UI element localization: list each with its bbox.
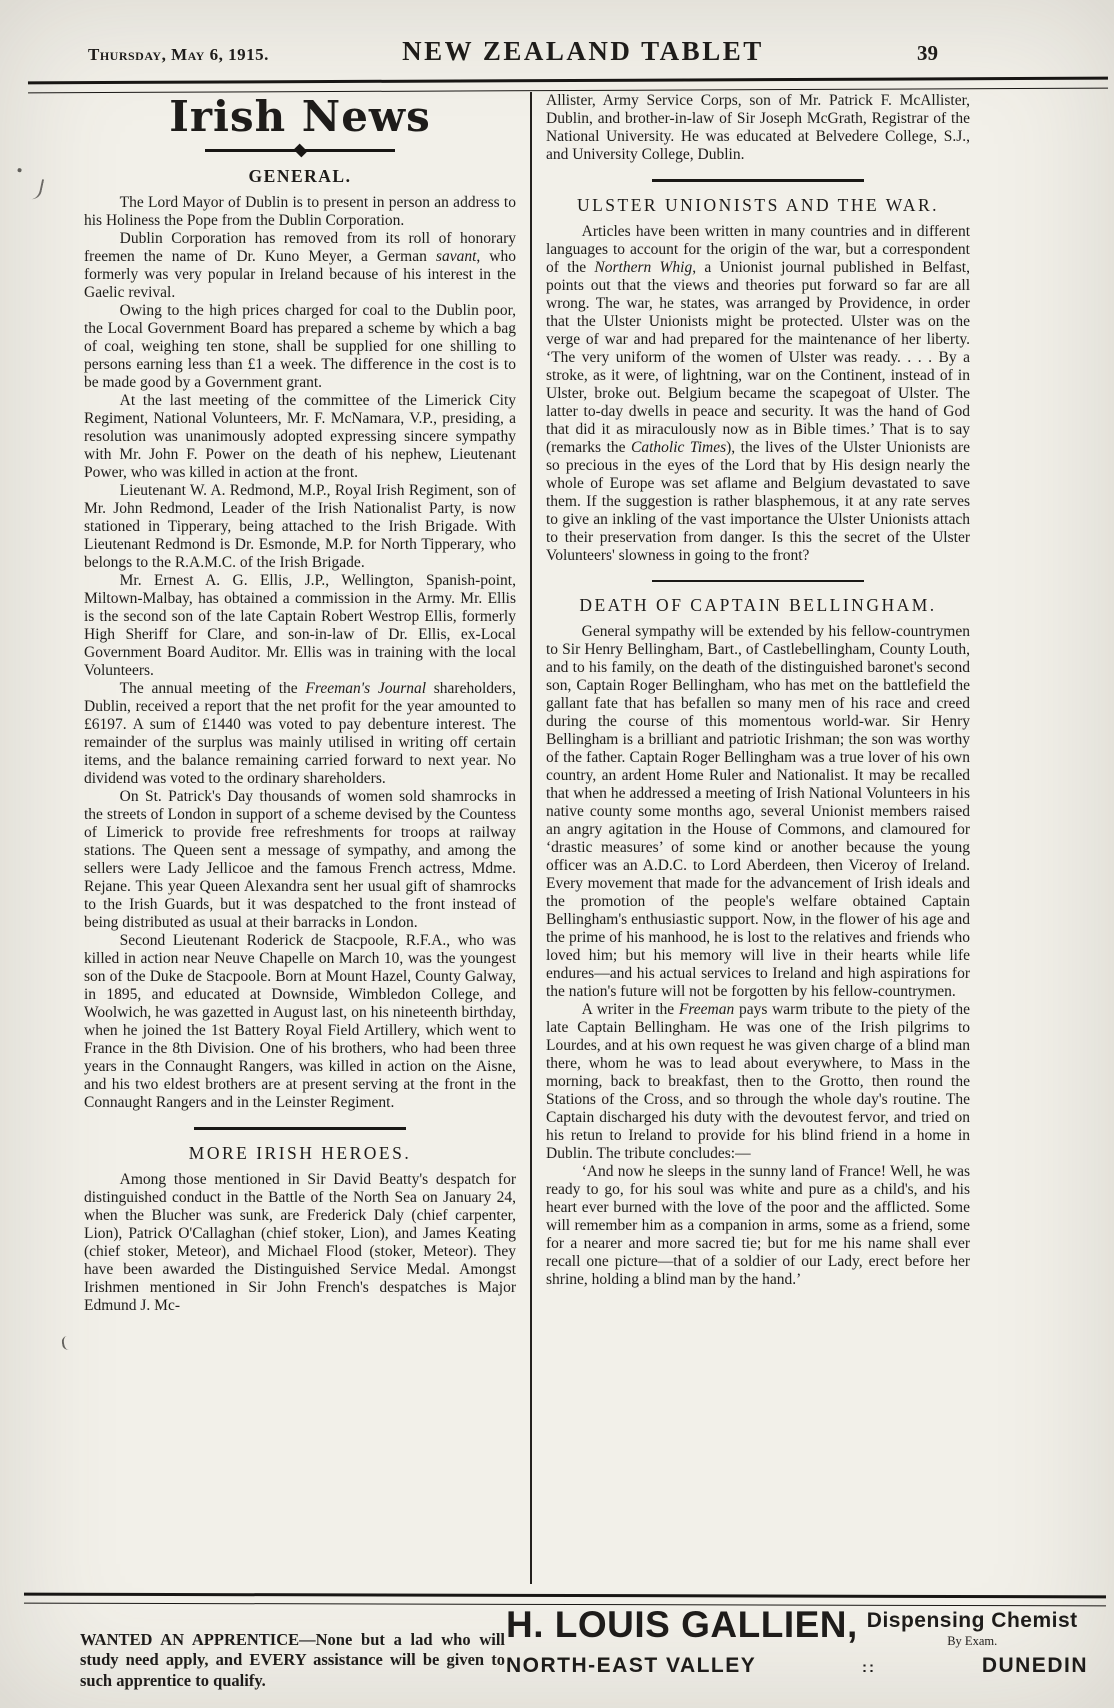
chemist-ad [506, 1604, 1088, 1678]
paragraph: The annual meeting of the Freeman's Journal shareholders, Dublin, received a report that the net profit for the year amounted to £6197. A sum of £1440 was voted to pay debenture interest. The remainder of the surplus was mainly utilised in writing off certain items, and the balance remaining carried forward to next year. No dividend was voted to the ordinary shareholders. [84, 680, 516, 787]
section-rule [194, 1127, 406, 1130]
masthead-title: NEW ZEALAND TABLET [402, 36, 764, 66]
paragraph: On St. Patrick's Day thousands of women sold shamrocks in the streets of London in support of a scheme devised by the Countess of Limerick to provide free refreshments for troops at railway stations. The Queen sent a message of sympathy, and among the sellers were Lady Jellicoe and the famous French actress, Mdme. Rejane. This year Queen Alexandra sent her usual gift of shamrocks to the Irish Guards, but it was despatched to the front instead of being distributed as usual at their barracks in London. [84, 788, 516, 931]
continuation-paragraph: Allister, Army Service Corps, son of Mr. Patrick F. McAllister, Dublin, and brother-in-law of Sir Joseph McGrath, Registrar of the National University. He was educated at Belvedere College, S.J., and University College, Dublin. [546, 92, 970, 163]
section-rule [652, 179, 864, 182]
issue-date: Thursday, May 6, 1915. [88, 45, 269, 64]
paragraph: Dublin Corporation has removed from its roll of honorary freemen the name of Dr. Kuno Meyer, a German savant, who formerly was very popular in Ireland because of his interest in the Gaelic revival. [84, 230, 516, 301]
paragraph: General sympathy will be extended by his fellow-countrymen to Sir Henry Bellingham, Bart., of Castlebellingham, County Louth, and to his family, on the death of the distinguished baronet's second son, Captain Roger Bellingham, who has met on the battlefield the gallant fate that has befallen so many men of his race and creed during the course of this momentous world-war. Sir Henry Bellingham is a brilliant and patriotic Irishman; the son was worthy of the father. Captain Roger Bellingham was a true lover of his own country, an ardent Home Ruler and Nationalist. It may be recalled that when he addressed a meeting of Irish National Volunteers in his native county some months ago, several Unionist members raised an angry agitation in the House of Commons, and clamoured for ‘drastic measures’ of some kind or another because the young officer was an A.D.C. to Lord Aberdeen, then Viceroy of Ireland. Every movement that made for the advancement of Irish ideals and the promotion of the people's welfare obtained Captain Bellingham's enthusiastic support. Now, in the flower of his age and the prime of his manhood, he is lost to the relatives and friends who loved him; but his memory will live in their hearts while life endures—and his actual services to Ireland and high aspirations for the nation's future will not be forgotten by his fellow-countrymen. [546, 623, 970, 1000]
right-column [546, 92, 970, 1590]
article-columns [84, 92, 970, 1590]
divider-line [205, 149, 296, 152]
pencil-mark [61, 1335, 73, 1350]
paragraph: ‘And now he sleeps in the sunny land of France! Well, he was ready to go, for his soul was white and pure as a child's, and his heart ever burned with the love of the poor and the afflicted. Some will remember him as a companion in arms, some as a friend, some for a nearer and more sacred tie; but for me his name shall ever recall one picture—that of a soldier of our Lady, erect before her shrine, holding a blind man by the hand.’ [546, 1163, 970, 1288]
pencil-mark [28, 177, 44, 201]
chemist-ad-bottom-row [506, 1654, 1088, 1678]
page-number: 39 [917, 41, 938, 65]
title-divider [205, 145, 395, 156]
section-rule [652, 580, 864, 583]
chemist-title-block [867, 1607, 1078, 1649]
paragraph: Among those mentioned in Sir David Beatty's despatch for distinguished conduct in the Battle of the North Sea on January 24, when the Blucher was sunk, are Frederick Daly (chief carpenter, Lion), Patrick O'Callaghan (chief stoker, Lion), and James Keating (chief stoker, Meteor), and Michael Flood (stoker, Meteor). They have been awarded the Distinguished Service Medal. Amongst Irishmen mentioned in Sir John French's despatches is Major Edmund J. Mc- [84, 1170, 516, 1314]
paragraph: Second Lieutenant Roderick de Stacpoole, R.F.A., who was killed in action near Neuve Chapelle on March 10, was the youngest son of the Duke de Stacpoole. Born at Mount Hazel, County Galway, in 1895, and educated at Downside, Wimbledon College, and Woolwich, he was gazetted in August last, on his nineteenth birthday, when he joined the 1st Battery Royal Field Artillery, which went to France in the 8th Division. One of his brothers, who had been three years in the Connaught Rangers, was killed in action on the Aisne, and his two eldest brothers are at present serving at the front in the Connaught Rangers and in the Leinster Regiment. [84, 932, 516, 1111]
paragraph: Mr. Ernest A. G. Ellis, J.P., Wellington, Spanish-point, Miltown-Malbay, has obtained a commission in the Army. Mr. Ellis is the second son of the late Captain Robert Westrop Ellis, formerly High Sheriff for Clare, and son-in-law of Dr. Ellis, ex-Local Government Board Auditor. Mr. Ellis was in training with the local Volunteers. [84, 572, 516, 679]
paragraph: Articles have been written in many countries and in different languages to account for the origin of the war, but a correspondent of the Northern Whig, a Unionist journal published in Belfast, points out that the views and theories put forward so far are all wrong. The war, he states, was arranged by Providence, in order that the Ulster Unionists might be protected. Ulster was on the verge of war and had prepared for the maintenance of her liberty. ‘The very uniform of the women of Ulster was ready. . . . By a stroke, as it were, of lightning, war on the Continent, instead of in Ulster, broke out. Belgium became the scapegoat of Ulster. The latter to-day dwells in peace and security. It was the hand of God that did it as miraculously now as in Bible times.’ That is to say (remarks the Catholic Times), the lives of the Ulster Unionists are so precious in the eyes of the Lord that by His design nearly the whole of Europe was set aflame and Belgium devastated to save them. If the suggestion is rather blasphemous, it at any rate serves to give an inkling of the vast importance the Ulster Unionists attach to their preservation from danger. Is this the secret of the Ulster Volunteers' slowness in going to the front? [546, 222, 970, 564]
chemist-city: DUNEDIN [981, 1654, 1088, 1677]
left-column [84, 92, 516, 1590]
column-rule [530, 92, 533, 1584]
column-gutter [516, 92, 546, 1590]
divider-line [305, 149, 396, 152]
paragraph: Owing to the high prices charged for coal to the Dublin poor, the Local Government Board has prepared a scheme by which a bag of coal, weighing ten stone, shall be supplied for one shilling to persons earning less than £1 a week. The difference in the cost is to be made good by a Government grant. [84, 302, 516, 391]
paragraph: The Lord Mayor of Dublin is to present in person an address to his Holiness the Pope from the Dublin Corporation. [84, 194, 516, 229]
masthead [88, 36, 938, 67]
section-heading-more-irish-heroes: MORE IRISH HEROES. [188, 1142, 412, 1163]
section-heading-general: GENERAL. [248, 166, 352, 186]
paragraph: At the last meeting of the committee of the Limerick City Regiment, National Volunteers, Mr. F. McNamara, V.P., presiding, a resolution was unanimously adopted expressing sincere sympathy with Mr. John F. Power on the death of his nephew, Lieutenant Power, who was killed in action at the front. [84, 392, 516, 481]
chemist-role: Dispensing Chemist [866, 1609, 1078, 1632]
chemist-qualifier: By Exam. [947, 1634, 998, 1648]
section-heading-death-of-captain-bellingham: DEATH OF CAPTAIN BELLINGHAM. [579, 595, 937, 615]
chemist-separator: :: [862, 1659, 877, 1676]
chemist-suburb: NORTH-EAST VALLEY [506, 1654, 757, 1677]
wanted-apprentice-ad: WANTED AN APPRENTICE—None but a lad who will study need apply, and EVERY assistance will be given to such apprentice to qualify. [80, 1629, 505, 1690]
header-double-rule [28, 77, 1108, 94]
diamond-icon [293, 144, 307, 158]
paragraph: A writer in the Freeman pays warm tribute to the piety of the late Captain Bellingham. He was one of the Irish pilgrims to Lourdes, and at his own request he was given charge of a blind man there, whom he was to lead about everywhere, to Mass in the morning, back to breakfast, then to the Grotto, then round the Stations of the Cross, and so through the whole day's routine. The Captain discharged his duty with the devoutest fervor, and tried on his retun to Ireland to provide for his blind friend in a home in Dublin. The tribute concludes:— [546, 1001, 970, 1162]
chemist-name: H. LOUIS GALLIEN, [506, 1604, 858, 1645]
section-heading-ulster-unionists: ULSTER UNIONISTS AND THE WAR. [576, 194, 940, 215]
chemist-ad-top-row [506, 1604, 1088, 1649]
article-title: Irish News [169, 92, 431, 141]
paragraph: Lieutenant W. A. Redmond, M.P., Royal Irish Regiment, son of Mr. John Redmond, Leader of the Irish Nationalist Party, is now stationed in Tipperary, being attached to the Irish Brigade. With Lieutenant Redmond is Dr. Esmonde, M.P. for North Tipperary, who belongs to the R.A.M.C. of the Irish Brigade. [84, 482, 516, 571]
